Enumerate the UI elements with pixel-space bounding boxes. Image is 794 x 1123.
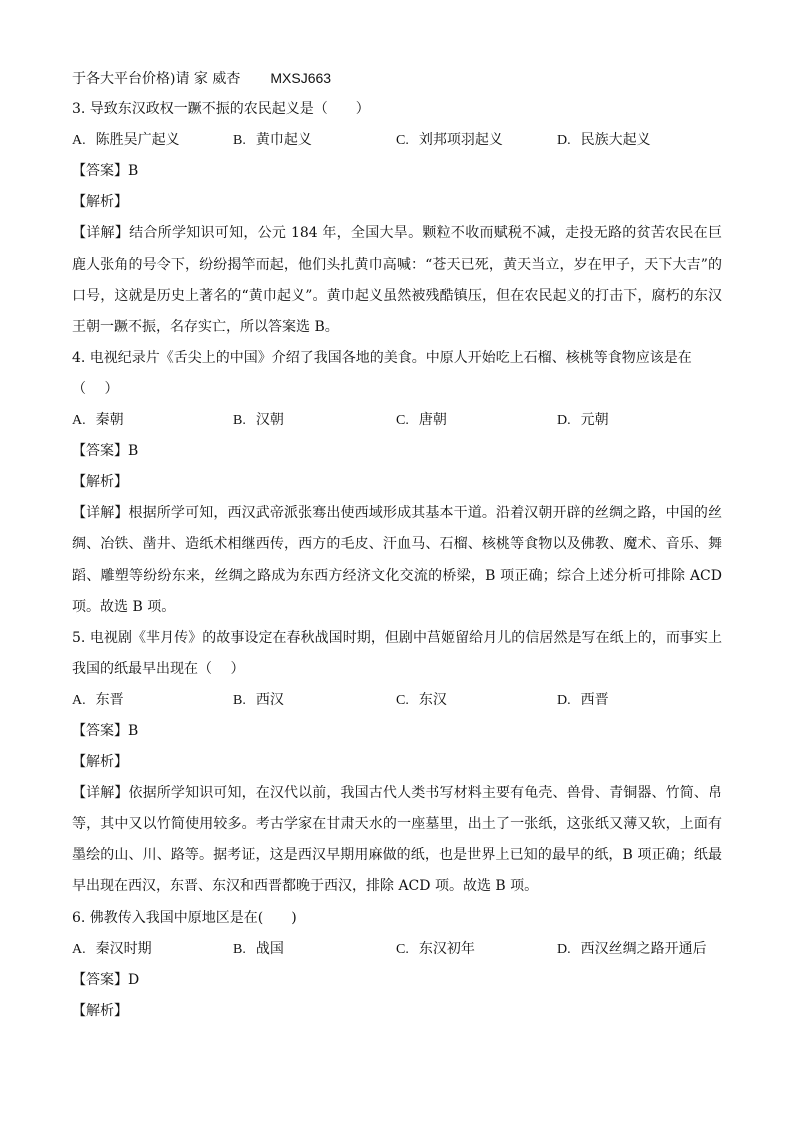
question-4-stem: 4. 电视纪录片《舌尖上的中国》介绍了我国各地的美食。中原人开始吃上石榴、核桃等食物应该是在 (72, 349, 692, 366)
option-letter: D. (557, 133, 571, 149)
option-text: 秦汉时期 (95, 940, 152, 957)
option-b (233, 685, 396, 716)
option-letter: C. (396, 413, 409, 429)
question-3-options (72, 125, 722, 156)
question-6-stem: 6. 佛教传入我国中原地区是在( ) (72, 909, 297, 926)
question-4-analysis-label: 【解析】 (72, 474, 128, 491)
option-text: 东晋 (95, 691, 124, 708)
option-text: 民族大起义 (580, 132, 651, 149)
option-a (72, 934, 233, 965)
option-text: 东汉 (418, 691, 447, 708)
option-c (396, 125, 557, 156)
option-letter: D. (557, 941, 571, 957)
option-b (233, 405, 396, 436)
header-code: MXSJ663 (270, 70, 332, 86)
header-text: 于各大平台价格)请 家 威杏 (72, 71, 241, 87)
question-5-detail: 【详解】依据所学知识可知，在汉代以前，我国古代人类书写材料主要有龟壳、兽骨、青铜器、竹简、帛等，其中又以竹简使用较多。考古学家在甘肃天水的一座墓里，出土了一张纸，这张纸又薄又软，上面有墨绘的山、川、路等。据考证，这是西汉早期用麻做的纸，也是世界上已知的最早的纸，B 项正确；纸最早出现在西汉，东晋、东汉和西晋都晚于西汉，排除 ACD 项。故选 B 项。 (72, 785, 722, 895)
option-d (557, 934, 717, 965)
option-letter: B. (233, 692, 246, 708)
option-d (557, 125, 717, 156)
question-3-stem: 3. 导致东汉政权一蹶不振的农民起义是（ ） (72, 101, 370, 118)
question-4-answer: 【答案】B (72, 443, 139, 460)
option-d (557, 685, 717, 716)
option-letter: C. (396, 941, 409, 957)
question-3-answer: 【答案】B (72, 163, 139, 180)
option-letter: C. (396, 692, 409, 708)
question-4-options (72, 405, 722, 436)
option-letter: A. (72, 941, 86, 957)
question-5-options (72, 685, 722, 716)
option-b (233, 125, 396, 156)
option-text: 元朝 (580, 412, 609, 429)
question-5-answer: 【答案】B (72, 722, 139, 739)
option-text: 战国 (255, 940, 284, 957)
option-letter: B. (233, 413, 246, 429)
question-3-analysis-label: 【解析】 (72, 194, 128, 211)
option-letter: B. (233, 941, 246, 957)
option-letter: D. (557, 692, 571, 708)
option-letter: A. (72, 133, 86, 149)
option-letter: C. (396, 133, 409, 149)
option-c (396, 405, 557, 436)
question-5-analysis-label: 【解析】 (72, 754, 128, 771)
question-4-stem-continued: （ ） (72, 380, 119, 397)
option-text: 西汉 (255, 691, 284, 708)
option-text: 汉朝 (255, 412, 284, 429)
question-4-detail: 【详解】根据所学可知，西汉武帝派张骞出使西域形成其基本干道。沿着汉朝开辟的丝绸之路，中国的丝绸、冶铁、凿井、造纸术相继西传，西方的毛皮、汗血马、石榴、核桃等食物以及佛教、魔术、音乐、舞蹈、雕塑等纷纷东来，丝绸之路成为东西方经济文化交流的桥梁，B 项正确；综合上述分析可排除 ACD 项。故选 B 项。 (72, 505, 722, 615)
option-letter: A. (72, 413, 86, 429)
question-5-stem: 5. 电视剧《芈月传》的故事设定在春秋战国时期，但剧中莒姬留给月儿的信居然是写在纸上的，而事实上我国的纸最早出现在（ ） (72, 629, 722, 677)
option-text: 唐朝 (418, 412, 447, 429)
option-letter: B. (233, 133, 246, 149)
option-letter: D. (557, 413, 571, 429)
option-text: 西汉丝绸之路开通后 (580, 940, 707, 957)
question-3-detail: 【详解】结合所学知识可知，公元 184 年，全国大旱。颗粒不收而赋税不减，走投无路的贫苦农民在巨鹿人张角的号令下，纷纷揭竿而起，他们头扎黄巾高喊：“苍天已死，黄天当立，岁在甲子，天下大吉”的口号，这就是历史上著名的“黄巾起义”。黄巾起义虽然被残酷镇压，但在农民起义的打击下，腐朽的东汉王朝一蹶不振，名存实亡，所以答案选 B。 (72, 225, 722, 335)
option-a (72, 685, 233, 716)
option-b (233, 934, 396, 965)
option-a (72, 125, 233, 156)
option-text: 黄巾起义 (255, 132, 312, 149)
option-text: 秦朝 (95, 412, 124, 429)
option-letter: A. (72, 692, 86, 708)
option-c (396, 934, 557, 965)
document-content (72, 63, 722, 1027)
question-6-options (72, 934, 722, 965)
question-6-analysis-label: 【解析】 (72, 1002, 128, 1019)
option-text: 陈胜吴广起义 (95, 132, 180, 149)
question-6-answer: 【答案】D (72, 971, 140, 988)
option-a (72, 405, 233, 436)
header-line (72, 63, 722, 94)
option-d (557, 405, 717, 436)
option-text: 刘邦项羽起义 (418, 132, 503, 149)
option-c (396, 685, 557, 716)
option-text: 西晋 (580, 691, 609, 708)
option-text: 东汉初年 (418, 940, 475, 957)
